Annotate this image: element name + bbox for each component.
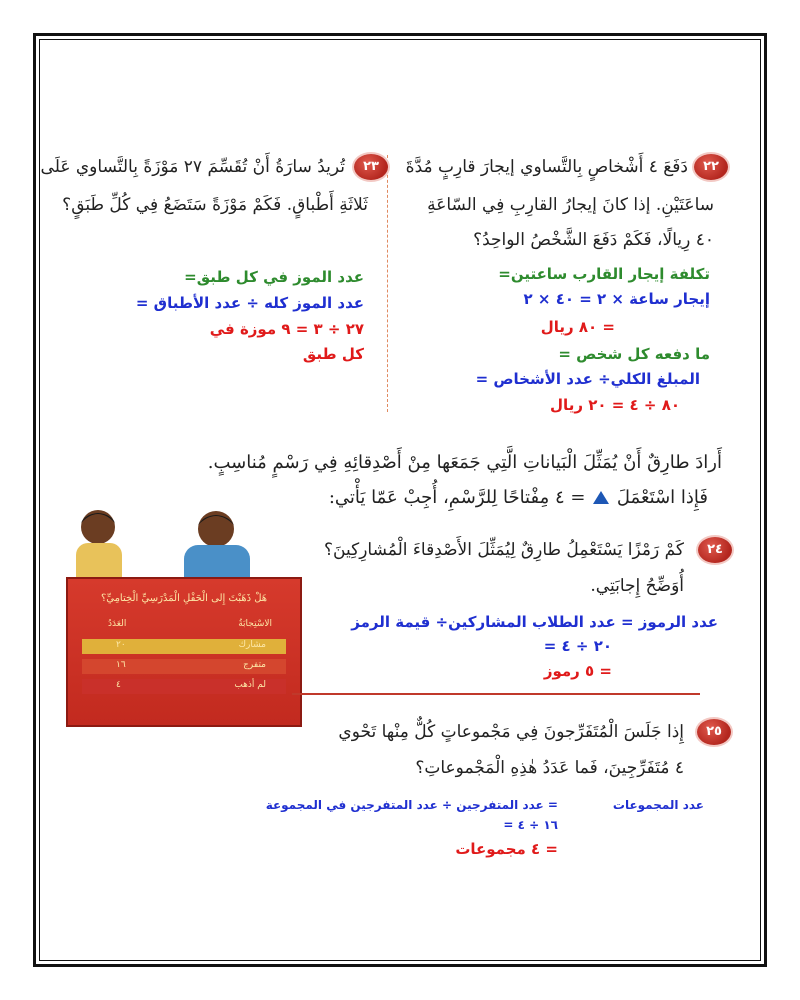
q23-answer-line-3: ٢٧ ÷ ٣ = ٩ موزة في	[209, 320, 364, 338]
question-22-badge: ٢٢	[694, 154, 728, 180]
question-22-line-3: ٤٠ رِيالًا، فَكَمْ دَفَعَ الشَّخْصُ الواحِدُ؟	[473, 230, 714, 250]
q25-answer-line-2: = ١٦ ÷ ٤	[503, 818, 558, 832]
q24-answer-line-1: عدد الرموز = عدد الطلاب المشاركين÷ قيمة الرمز	[351, 613, 718, 631]
column-divider	[387, 155, 388, 412]
banner-illustration	[66, 505, 302, 727]
q23-answer-line-1: عدد الموز في كل طبق=	[184, 268, 364, 286]
triangle-key-icon	[593, 491, 609, 504]
banner-row-2-label: متفرج	[243, 660, 266, 670]
data-intro-line-2	[329, 487, 708, 508]
q23-answer-line-4: كل طبق	[302, 345, 364, 363]
banner-row-1-value: ٢٠	[116, 640, 126, 650]
q23-answer-line-2: عدد الموز كله ÷ عدد الأطباق =	[135, 294, 364, 312]
data-intro-line-2-end: = ٤ مِفْتاحًا لِلرَّسْمِ، أُجِبْ عَمّا يَأْتي:	[328, 487, 586, 508]
banner-col-response: الاسْتِجابَةُ	[238, 619, 272, 629]
banner-row-2-value: ١٦	[116, 660, 126, 670]
banner-row-1-label: مشارك	[238, 640, 266, 650]
q24-answer-line-2: = ٢٠ ÷ ٤	[543, 637, 612, 655]
section-divider	[292, 693, 700, 695]
question-24-line-1: كَمْ رَمْزًا يَسْتَعْمِلُ طارِقٌ لِيُمَثِّلَ الأَصْدِقاءَ الْمُشارِكِينَ؟	[324, 540, 684, 560]
question-24-line-2: أُوَضِّحُ إِجابَتِي.	[590, 576, 684, 596]
data-intro-line-2-start: فَإِذا اسْتَعْمَلَ	[616, 487, 708, 508]
q22-answer-line-6: ٨٠ ÷ ٤ = ٢٠ ريال	[550, 396, 680, 414]
question-25-line-2: ٤ مُتَفَرِّجِينَ، فَما عَدَدُ هٰذِهِ الْمَجْموعاتِ؟	[415, 758, 684, 778]
banner-row-3-value: ٤	[116, 680, 121, 690]
q24-answer-line-3: = ٥ رموز	[543, 662, 612, 680]
question-25-badge: ٢٥	[697, 719, 731, 745]
question-23-line-1: تُريدُ سارَةُ أَنْ تُقَسِّمَ ٢٧ مَوْزَةً بِالتَّساوي عَلَى	[40, 157, 345, 177]
q22-answer-line-2: إيجار ساعة × ٢ = ٤٠ × ٢	[523, 290, 710, 308]
q22-answer-line-5: المبلغ الكلي÷ عدد الأشخاص =	[475, 370, 700, 388]
q22-answer-line-1: تكلفة إيجار القارب ساعتين=	[498, 265, 710, 283]
question-24-badge: ٢٤	[698, 537, 732, 563]
q22-answer-line-3: = ٨٠ ريال	[540, 318, 615, 336]
question-23-line-2: ثَلاثَةِ أَطْباقٍ. فَكَمْ مَوْزَةً سَتَضَعُ فِي كُلِّ طَبَقٍ؟	[62, 195, 368, 215]
question-23-badge: ٢٣	[354, 154, 388, 180]
q25-answer-line-3: = ٤ مجموعات	[455, 840, 558, 858]
banner-row-3-label: لم أذهب	[234, 680, 266, 690]
survey-banner	[66, 577, 302, 727]
q22-answer-line-4: ما دفعه كل شخص =	[558, 345, 710, 363]
question-22-line-2: ساعَتَيْنِ. إذا كانَ إيجارُ القارِبِ فِي السّاعَةِ	[427, 195, 714, 215]
q25-answer-line-1: = عدد المتفرجين ÷ عدد المتفرجين في المجموعة	[265, 798, 558, 812]
banner-title: هَلْ ذَهَبْتَ إِلى الْحَفْلِ الْمَدْرَسِيِّ الْخِتامِيِّ؟	[100, 593, 268, 604]
question-25-line-1: إِذا جَلَسَ الْمُتَفَرِّجونَ فِي مَجْموعاتٍ كُلٌّ مِنْها تَحْوي	[338, 722, 684, 742]
q25-answer-label: عدد المجموعات	[612, 798, 704, 812]
question-22-line-1: دَفَعَ ٤ أَشْخاصٍ بِالتَّساوي إيجارَ قارِبٍ مُدَّةَ	[405, 157, 688, 177]
banner-col-count: العَدَدُ	[108, 619, 127, 629]
data-intro-line-1: أَرادَ طارِقٌ أَنْ يُمَثِّلَ الْبَياناتِ الَّتِي جَمَعَها مِنْ أَصْدِقائِهِ فِي رَسْمٍ مُناسِبٍ.	[207, 452, 722, 473]
